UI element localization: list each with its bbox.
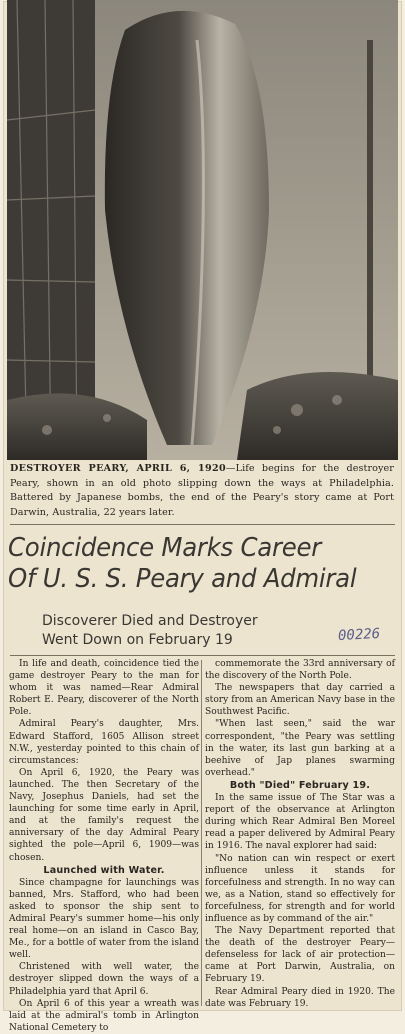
article-top-rule — [10, 655, 395, 656]
paragraph: Admiral Peary's daughter, Mrs. Edward Stafford, 1605 Allison street N.W., yesterday pointed to this chain of circumstances: — [9, 719, 199, 766]
handwritten-catalog-number: 00226 — [337, 625, 381, 645]
headline — [8, 533, 376, 595]
ship-launch-photo — [7, 0, 398, 460]
subheading: Launched with Water. — [43, 864, 165, 876]
paragraph: commemorate the 33rd anniversary of the discovery of the North Pole. — [205, 659, 395, 682]
paragraph: On April 6, 1920, the Peary was launched. The then Secretary of the Navy, Josephus Daniels, had set the launching for some time early in April, and at the family's request the anniversary of the day Admiral Peary sighted the pole—April 6, 1909—was chosen. — [9, 767, 199, 863]
photo-caption — [10, 462, 394, 520]
subheadline — [42, 612, 362, 650]
paragraph: "When last seen," said the war correspondent, "the Peary was settling in the water, its last gun barking at a beehive of Jap planes swarming overhead." — [205, 719, 395, 778]
ship-photo-image — [7, 0, 398, 460]
headline-line-1: Coincidence Marks Career — [8, 533, 322, 563]
subheadline-line-1: Discoverer Died and Destroyer — [42, 613, 258, 629]
paragraph: The Navy Department reported that the death of the destroyer Peary—defenseless for lack of air protection—came at Port Darwin, Australia, on February 19. — [205, 926, 395, 985]
article-column-left — [9, 658, 199, 1034]
headline-line-2: Of U. S. S. Peary and Admiral — [8, 564, 357, 594]
subheading: Both "Died" February 19. — [229, 779, 371, 791]
column-divider — [201, 660, 202, 1006]
paragraph: The newspapers that day carried a story from an American Navy base in the Southwest Pacific. — [205, 683, 395, 718]
paragraph: In life and death, coincidence tied the game destroyer Peary to the man for whom it was named—Rear Admiral Robert E. Peary, discoverer of the North Pole. — [9, 659, 199, 718]
caption-text: —Life begins for the destroyer Peary, shown in an old photo slipping down the ways at Philadelphia. Battered by Japanese bombs, the end of the Peary's story came at Port Darwin, Australia, 22 years later. — [10, 463, 394, 518]
paragraph: "No nation can win respect or exert influence unless it stands for forcefulness and strength. In no way can we, as a Nation, stand so effectively for forcefulness, for strength and for world influence as by command of the air." — [205, 853, 395, 924]
paragraph: On April 6 of this year a wreath was laid at the admiral's tomb in Arlington National Cemetery to — [9, 998, 199, 1033]
paragraph: Christened with well water, the destroyer slipped down the ways of a Philadelphia yard that April 6. — [9, 962, 199, 997]
paragraph: Rear Admiral Peary died in 1920. The date was February 19. — [205, 986, 395, 1009]
article-column-right — [205, 658, 395, 1010]
subheadline-line-2: Went Down on February 19 — [42, 632, 233, 648]
paragraph: In the same issue of The Star was a report of the observance at Arlington during which Rear Admiral Ben Moreel read a paper delivered by Admiral Peary in 1916. The naval explorer had said: — [205, 793, 395, 852]
paragraph: Since champagne for launchings was banned, Mrs. Stafford, who had been asked to sponsor the ship sent to Admiral Peary's summer home—his only real home—on an island in Casco Bay, Me., for a bottle of water from the island well. — [9, 877, 199, 961]
caption-lead: DESTROYER PEARY, APRIL 6, 1920 — [10, 463, 226, 474]
caption-rule — [10, 524, 395, 525]
